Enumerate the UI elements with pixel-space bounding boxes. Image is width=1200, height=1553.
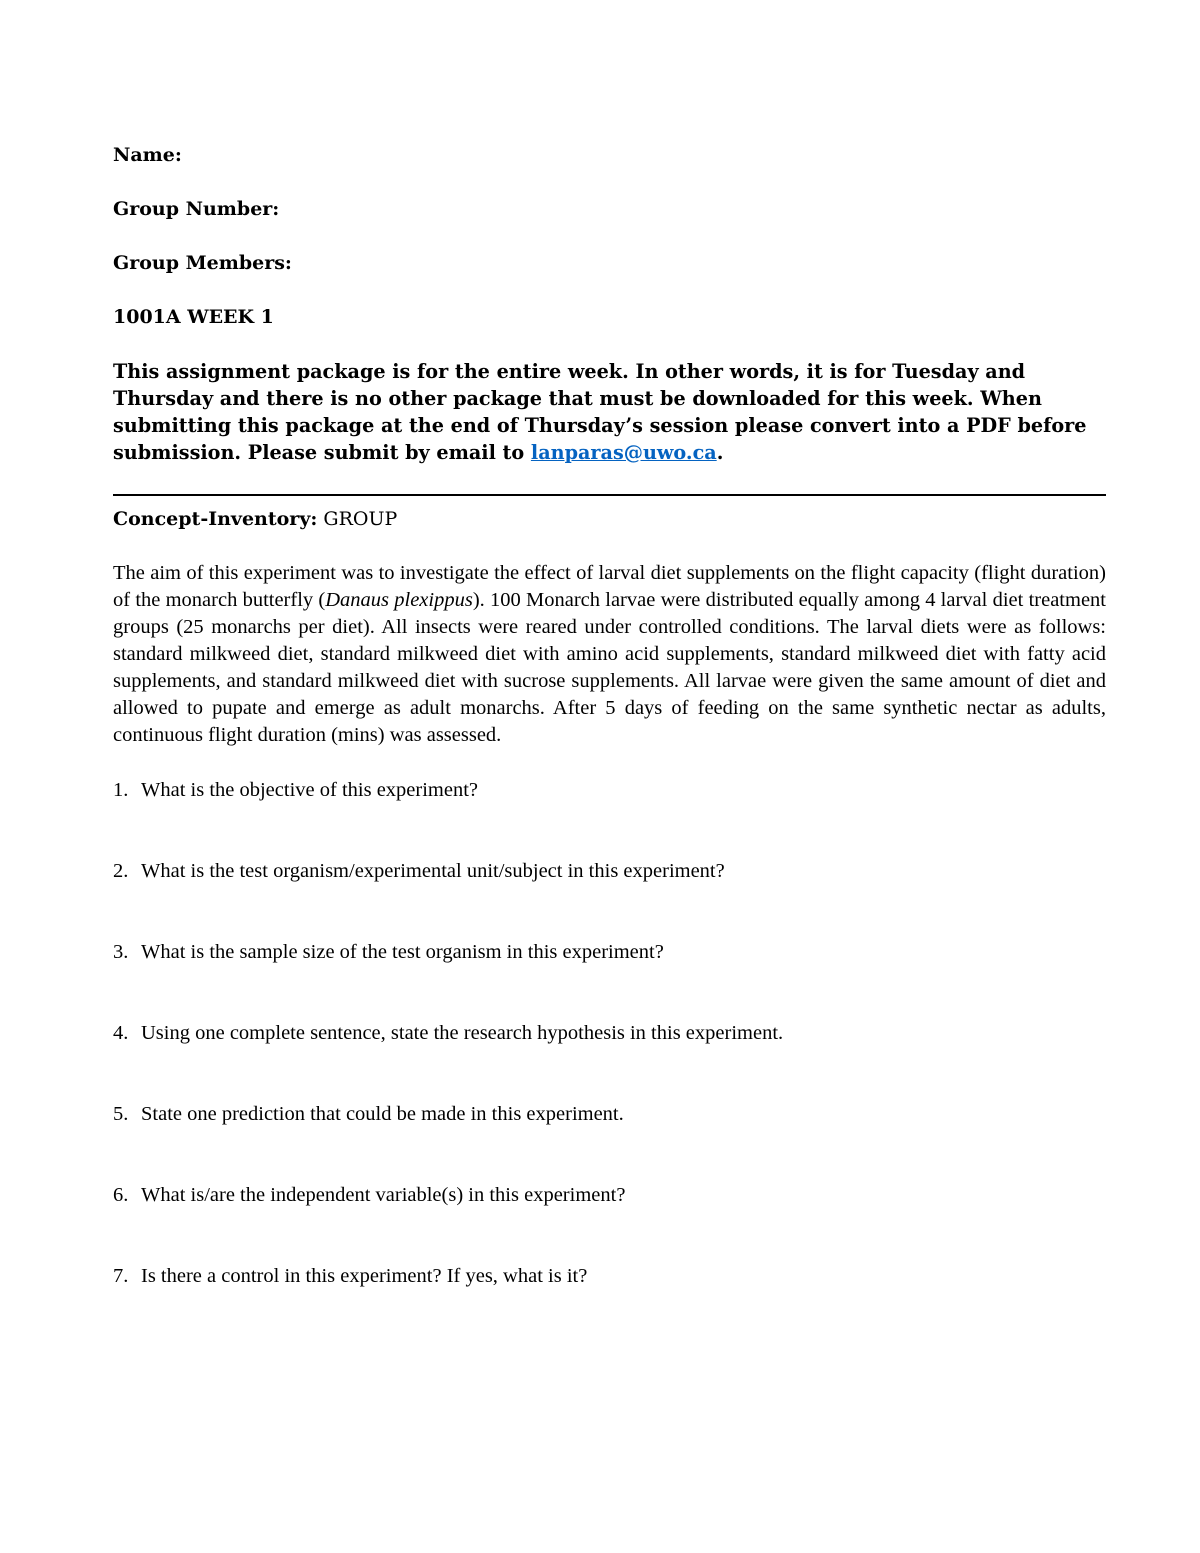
question-item bbox=[113, 1101, 1106, 1128]
question-number: 1. bbox=[113, 779, 129, 801]
name-label: Name: bbox=[113, 144, 182, 166]
instructions-paragraph bbox=[113, 358, 1106, 466]
question-text: State one prediction that could be made in this experiment. bbox=[141, 1103, 624, 1125]
intro-part2: ). 100 Monarch larvae were distributed equally among 4 larval diet treatment groups (25 monarchs per diet). All insects were reared under controlled conditions. The larval diets were as follows: standard milkweed diet, standard milkweed diet with amino acid supplements, standard milkweed diet with fatty acid supplements, and standard milkweed diet with sucrose supplements. All larvae were given the same amount of diet and allowed to pupate and emerge as adult monarchs. After 5 days of feeding on the same synthetic nectar as adults, continuous flight duration (mins) was assessed. bbox=[113, 589, 1106, 746]
species-name: Danaus plexippus bbox=[325, 589, 473, 611]
group-members-label: Group Members: bbox=[113, 252, 292, 274]
question-number: 4. bbox=[113, 1022, 129, 1044]
section-divider bbox=[113, 494, 1106, 496]
question-number: 3. bbox=[113, 941, 129, 963]
question-text: What is the objective of this experiment? bbox=[141, 779, 478, 801]
question-text: What is/are the independent variable(s) in this experiment? bbox=[141, 1184, 626, 1206]
question-item bbox=[113, 1020, 1106, 1047]
question-text: What is the sample size of the test organism in this experiment? bbox=[141, 941, 664, 963]
question-number: 7. bbox=[113, 1265, 129, 1287]
question-number: 6. bbox=[113, 1184, 129, 1206]
week-title: 1001A WEEK 1 bbox=[113, 306, 274, 328]
question-text: Is there a control in this experiment? If yes, what is it? bbox=[141, 1265, 588, 1287]
intro-part1: The aim of this experiment was to investigate the effect of larval diet supplements on the flight capacity (flight duration) of the monarch butterfly ( bbox=[113, 562, 1106, 611]
document-content bbox=[113, 142, 1106, 1344]
section-heading-suffix: GROUP bbox=[317, 508, 398, 530]
question-item bbox=[113, 858, 1106, 885]
group-number-label: Group Number: bbox=[113, 198, 280, 220]
section-heading-label: Concept-Inventory: bbox=[113, 508, 318, 530]
question-number: 5. bbox=[113, 1103, 129, 1125]
question-item bbox=[113, 1182, 1106, 1209]
question-item bbox=[113, 777, 1106, 804]
email-link[interactable]: lanparas@uwo.ca bbox=[530, 441, 717, 464]
instructions-text: This assignment package is for the entire week. In other words, it is for Tuesday and Thursday and there is no other package that must be downloaded for this week. When submitting this package at the end of Thursday’s session please convert into a PDF before submission. Please submit by email to bbox=[113, 360, 1087, 464]
intro-paragraph bbox=[113, 560, 1106, 749]
section-heading bbox=[113, 506, 1106, 533]
question-text: Using one complete sentence, state the research hypothesis in this experiment. bbox=[141, 1022, 784, 1044]
question-item bbox=[113, 1263, 1106, 1290]
instructions-end: . bbox=[716, 441, 724, 464]
question-number: 2. bbox=[113, 860, 129, 882]
question-item bbox=[113, 939, 1106, 966]
question-text: What is the test organism/experimental unit/subject in this experiment? bbox=[141, 860, 725, 882]
